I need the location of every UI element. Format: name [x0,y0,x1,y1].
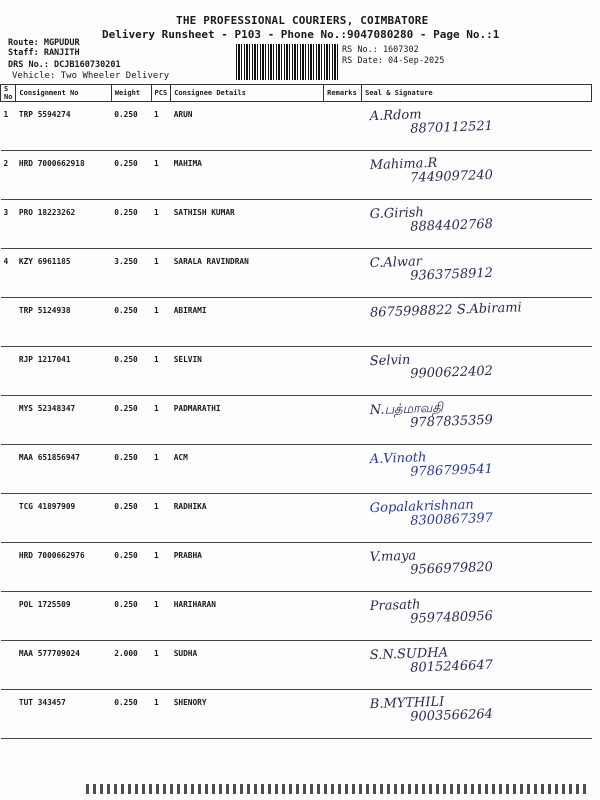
signature-name: G.Girish [369,205,424,223]
barcode [236,44,338,80]
row-weight: 0.250 [111,592,151,641]
row-consignee: ARUN [171,102,324,151]
row-sno [1,494,16,543]
row-consignee: SELVIN [171,347,324,396]
row-signature [362,102,592,151]
row-signature [362,641,592,690]
route-label: Route: MGPUDUR [8,38,80,48]
row-remarks [324,445,362,494]
row-remarks [324,102,362,151]
row-pcs: 1 [151,200,171,249]
row-consignment: MAA 577709024 [16,641,111,690]
row-sno [1,347,16,396]
signature-phone: 8884402768 [409,216,493,235]
table-row [1,494,592,543]
row-signature [362,592,592,641]
vehicle-label: Vehicle: Two Wheeler Delivery [12,71,170,81]
row-consignee: SUDHA [171,641,324,690]
table-row [1,641,592,690]
table-row [1,445,592,494]
scan-edge-mark [86,784,586,794]
table-row [1,249,592,298]
table-row [1,543,592,592]
handwritten-signature [369,645,493,677]
row-sno: 4 [1,249,16,298]
col-consignment: Consignment No [16,85,111,102]
runsheet-title: Delivery Runsheet - P103 - Phone No.:9047080280 - Page No.:1 [102,28,500,41]
col-remarks: Remarks [324,85,362,102]
handwritten-signature [369,204,493,236]
row-pcs: 1 [151,249,171,298]
handwritten-signature [369,301,521,320]
row-weight: 3.250 [111,249,151,298]
handwritten-signature [369,155,493,187]
col-consignee: Consignee Details [171,85,324,102]
signature-phone: 9363758912 [409,265,493,284]
row-consignee: PADMARATHI [171,396,324,445]
signature-name: N.பத்மாவதி [369,400,443,419]
table-row [1,298,592,347]
handwritten-signature [369,106,493,138]
signature-name: A.Rdom [369,107,422,125]
signature-phone: 8015246647 [409,657,493,676]
row-remarks [324,249,362,298]
row-remarks [324,151,362,200]
row-weight: 0.250 [111,494,151,543]
row-pcs: 1 [151,298,171,347]
table-row [1,347,592,396]
row-sno: 3 [1,200,16,249]
row-pcs: 1 [151,102,171,151]
row-signature [362,298,592,347]
handwritten-signature [369,351,493,383]
signature-name: C.Alwar [369,254,422,272]
row-consignment: RJP 1217041 [16,347,111,396]
signature-name: V.maya [369,548,417,566]
row-sno [1,445,16,494]
row-consignee: PRABHA [171,543,324,592]
row-remarks [324,690,362,739]
row-pcs: 1 [151,151,171,200]
staff-label: Staff: RANJITH [8,48,80,58]
row-weight: 0.250 [111,102,151,151]
row-sno [1,641,16,690]
rs-number: RS No.: 1607302 [342,45,419,55]
row-remarks [324,641,362,690]
row-sno [1,298,16,347]
row-pcs: 1 [151,347,171,396]
row-sno [1,543,16,592]
row-consignment: MAA 651856947 [16,445,111,494]
row-consignment: TRP 5124938 [16,298,111,347]
row-remarks [324,543,362,592]
signature-phone: 9786799541 [409,461,493,480]
row-signature [362,494,592,543]
row-signature [362,543,592,592]
signature-name: Gopalakrishnan [369,497,474,517]
row-remarks [324,200,362,249]
table-row [1,592,592,641]
row-sno: 1 [1,102,16,151]
signature-name: A.Vinoth [369,450,427,468]
row-pcs: 1 [151,494,171,543]
signature-phone: 9566979820 [409,559,493,578]
rs-date: RS Date: 04-Sep-2025 [342,56,445,66]
row-pcs: 1 [151,445,171,494]
row-pcs: 1 [151,592,171,641]
drs-number: DRS No.: DCJB160730201 [8,60,121,70]
row-signature [362,249,592,298]
row-pcs: 1 [151,690,171,739]
handwritten-signature [369,596,493,628]
signature-name: Prasath [369,597,421,615]
col-weight: Weight [111,85,151,102]
row-consignment: TUT 343457 [16,690,111,739]
signature-name: Mahima.R [369,155,438,174]
row-signature [362,347,592,396]
table-row [1,690,592,739]
row-sno [1,690,16,739]
row-consignee: SARALA RAVINDRAN [171,249,324,298]
row-weight: 0.250 [111,298,151,347]
row-pcs: 1 [151,543,171,592]
row-consignee: ACM [171,445,324,494]
table-header [1,85,592,102]
signature-name: S.N.SUDHA [369,645,448,664]
row-pcs: 1 [151,641,171,690]
row-signature [362,445,592,494]
row-consignment: HRD 7000662976 [16,543,111,592]
handwritten-signature [369,449,493,481]
signature-name: 8675998822 S.Abirami [369,300,522,321]
table-row [1,200,592,249]
row-consignment: TRP 5594274 [16,102,111,151]
row-weight: 2.000 [111,641,151,690]
signature-name: B.MYTHILI [369,694,445,713]
signature-phone: 9787835359 [409,412,493,431]
row-remarks [324,298,362,347]
row-remarks [324,592,362,641]
row-weight: 0.250 [111,200,151,249]
row-consignment: HRD 7000662918 [16,151,111,200]
row-remarks [324,494,362,543]
signature-phone: 9900622402 [409,363,493,382]
row-consignee: SHENORY [171,690,324,739]
row-sno [1,396,16,445]
signature-phone: 8300867397 [409,510,493,529]
row-consignee: MAHIMA [171,151,324,200]
row-signature [362,396,592,445]
col-pcs: PCS [151,85,171,102]
delivery-table [0,84,592,739]
row-remarks [324,396,362,445]
row-consignment: KZY 6961185 [16,249,111,298]
company-name: THE PROFESSIONAL COURIERS, COIMBATORE [176,14,429,27]
signature-phone: 9003566264 [409,706,493,725]
row-consignment: POL 1725509 [16,592,111,641]
row-weight: 0.250 [111,690,151,739]
col-seal: Seal & Signature [362,85,592,102]
handwritten-signature [369,253,493,285]
row-consignee: RADHIKA [171,494,324,543]
row-sno [1,592,16,641]
signature-phone: 8870112521 [409,118,493,137]
row-weight: 0.250 [111,347,151,396]
handwritten-signature [369,400,493,432]
row-weight: 0.250 [111,543,151,592]
row-consignee: HARIHARAN [171,592,324,641]
row-sno: 2 [1,151,16,200]
handwritten-signature [369,498,493,530]
col-sno: S No [1,85,16,102]
row-signature [362,151,592,200]
row-pcs: 1 [151,396,171,445]
row-consignment: PRO 18223262 [16,200,111,249]
row-remarks [324,347,362,396]
row-consignee: SATHISH KUMAR [171,200,324,249]
row-weight: 0.250 [111,151,151,200]
row-consignment: MYS 52348347 [16,396,111,445]
handwritten-signature [369,547,493,579]
row-signature [362,690,592,739]
signature-name: Selvin [369,352,411,370]
table-row [1,102,592,151]
row-signature [362,200,592,249]
table-row [1,396,592,445]
handwritten-signature [369,694,493,726]
row-consignment: TCG 41897909 [16,494,111,543]
row-weight: 0.250 [111,396,151,445]
row-consignee: ABIRAMI [171,298,324,347]
row-weight: 0.250 [111,445,151,494]
signature-phone: 7449097240 [409,167,493,186]
signature-phone: 9597480956 [409,608,493,627]
table-row [1,151,592,200]
